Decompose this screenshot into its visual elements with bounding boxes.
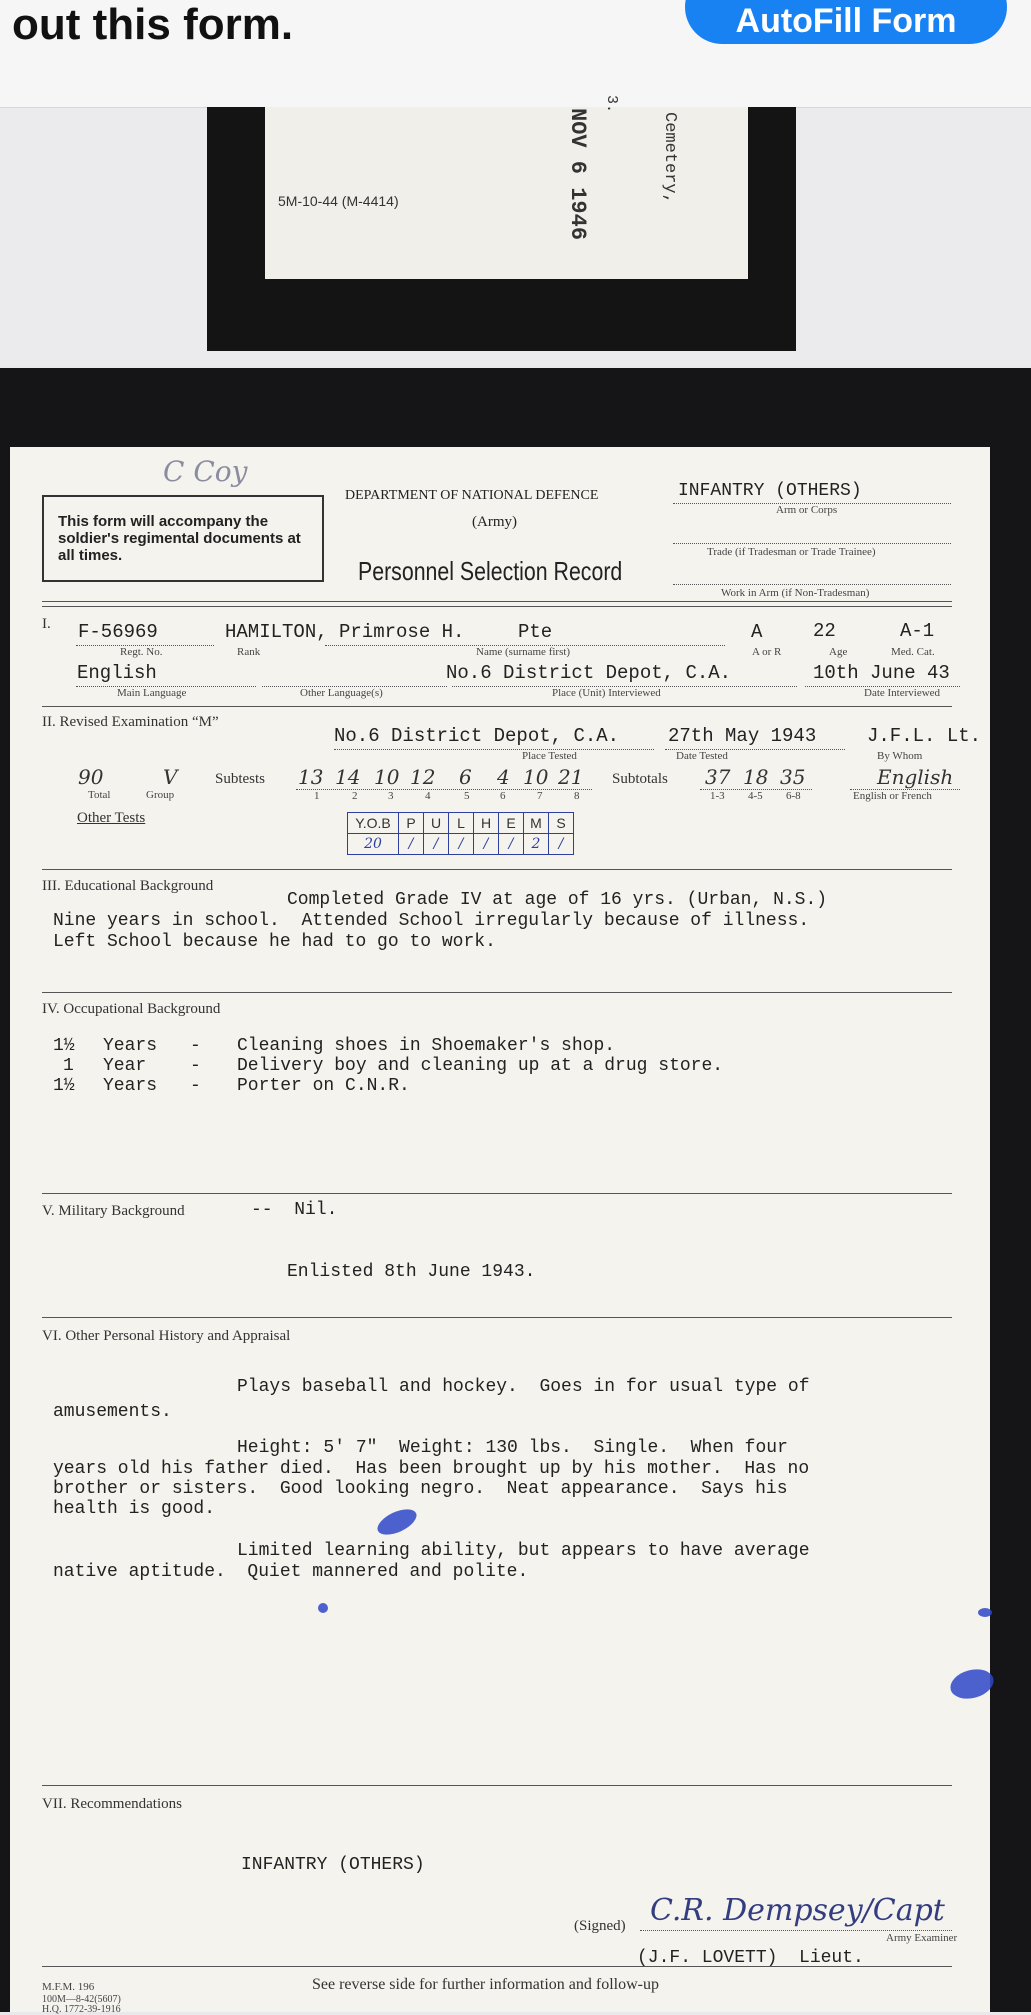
by-whom-label: By Whom (877, 750, 923, 762)
footer-note: See reverse side for further information and follow-up (312, 1976, 659, 1993)
rank-label: Rank (237, 646, 261, 658)
hist-p3a: Limited learning ability, but appears to have average (237, 1541, 810, 1561)
grid-header-e: E (499, 813, 524, 834)
place-label: Place (Unit) Interviewed (552, 687, 661, 699)
card-partial: 3. (603, 95, 620, 114)
subtest-number-5: 5 (464, 790, 470, 802)
occ-desc-1: Cleaning shoes in Shoemaker's shop. (237, 1036, 616, 1056)
subtotal-range-2: 4-5 (748, 790, 763, 802)
subtotal-3: 35 (780, 765, 806, 789)
subtest-3: 10 (374, 765, 400, 789)
age-label: Age (829, 646, 848, 658)
grid-value-s: / (549, 834, 574, 855)
arm-label: Arm or Corps (776, 504, 838, 516)
subtest-2: 14 (335, 765, 361, 789)
grid-value-p: / (399, 834, 424, 855)
other-tests-label: Other Tests (77, 810, 146, 826)
enlisted: Enlisted 8th June 1943. (287, 1262, 536, 1282)
place-tested-label: Place Tested (522, 750, 577, 762)
other-tests-grid (347, 812, 574, 855)
grid-value-e: / (499, 834, 524, 855)
total: 90 (78, 765, 104, 789)
edu-line-1: Completed Grade IV at age of 16 yrs. (Urban, N.S.) (287, 890, 828, 910)
grid-header-h: H (474, 813, 499, 834)
exam-language: English (877, 765, 954, 789)
work-label: Work in Arm (if Non-Tradesman) (721, 587, 870, 599)
grid-header-s: S (549, 813, 574, 834)
occ-dur-2: 1 (63, 1056, 74, 1076)
date-interviewed: 10th June 43 (813, 662, 950, 684)
subtest-5: 6 (459, 765, 472, 789)
s6-heading: VI. Other Personal History and Appraisal (42, 1328, 291, 1344)
occ-unit-1: Years (103, 1036, 158, 1056)
place-tested: No.6 District Depot, C.A. (334, 725, 620, 747)
regt-no-label: Regt. No. (120, 646, 163, 658)
occ-desc-3: Porter on C.N.R. (237, 1076, 410, 1096)
occ-dash-3: - (190, 1076, 201, 1096)
by-whom: J.F.L. Lt. (867, 725, 982, 747)
military-value: -- Nil. (251, 1200, 338, 1220)
group: V (163, 765, 178, 789)
s2-heading: II. Revised Examination “M” (42, 714, 219, 730)
signed-label: (Signed) (574, 1918, 626, 1934)
occ-dur-1: 1½ (53, 1036, 75, 1056)
s1-number: I. (42, 616, 51, 632)
s3-heading: III. Educational Background (42, 878, 214, 894)
main-language: English (77, 662, 157, 684)
subtest-number-1: 1 (314, 790, 320, 802)
subtotal-range-1: 1-3 (710, 790, 725, 802)
header-text: out this form. (12, 0, 294, 49)
subtest-number-3: 3 (388, 790, 394, 802)
subtest-number-4: 4 (425, 790, 431, 802)
hist-p3b: native aptitude. Quiet mannered and polite. (53, 1562, 529, 1582)
s4-heading: IV. Occupational Background (42, 1001, 221, 1017)
top-bar (0, 0, 1031, 108)
other-language-label: Other Language(s) (300, 687, 383, 699)
department: DEPARTMENT OF NATIONAL DEFENCE (345, 488, 599, 503)
footer-code-2: 100M—8-42(5607) (42, 1994, 121, 2005)
hist-p2a: Height: 5' 7" Weight: 130 lbs. Single. When four (237, 1438, 788, 1458)
occ-dur-3: 1½ (53, 1076, 75, 1096)
regt-no: F-56969 (78, 621, 158, 643)
grid-value-l: / (449, 834, 474, 855)
subtotal-1: 37 (705, 765, 731, 789)
card-code: 5M-10-44 (M-4414) (278, 193, 399, 209)
date-label: Date Interviewed (864, 687, 941, 699)
subtest-1: 13 (298, 765, 324, 789)
a-or-r-label: A or R (752, 646, 782, 658)
grid-value-yob: 20 (348, 834, 399, 855)
s7-heading: VII. Recommendations (42, 1796, 182, 1812)
hist-p1b: amusements. (53, 1402, 172, 1422)
date-tested: 27th May 1943 (668, 725, 817, 747)
name: HAMILTON, Primrose H. (225, 621, 465, 643)
a-or-r: A (751, 621, 763, 643)
form-title: Personnel Selection Record (358, 556, 623, 586)
hist-p2d: health is good. (53, 1499, 216, 1519)
footer-code-3: H.Q. 1772-39-1916 (42, 2004, 121, 2015)
subtotal-range-3: 6-8 (786, 790, 801, 802)
occ-dash-1: - (190, 1036, 201, 1056)
occ-desc-2: Delivery boy and cleaning up at a drug store. (237, 1056, 724, 1076)
hist-p2b: years old his father died. Has been brought up by his mother. Has no (53, 1459, 810, 1479)
subtest-number-7: 7 (537, 790, 543, 802)
subtest-number-8: 8 (574, 790, 580, 802)
trade-label: Trade (if Tradesman or Trade Trainee) (707, 546, 876, 558)
hist-p2c: brother or sisters. Good looking negro. Neat appearance. Says his (53, 1479, 788, 1499)
grid-header-p: P (399, 813, 424, 834)
s5-heading: V. Military Background (42, 1203, 185, 1219)
subtotals-label: Subtotals (612, 771, 668, 787)
grid-value-h: / (474, 834, 499, 855)
company-note: C Coy (163, 455, 248, 488)
examiner: (J.F. LOVETT) Lieut. (637, 1948, 864, 1968)
grid-header-yob: Y.O.B (348, 813, 399, 834)
grid-value-m: 2 (524, 834, 549, 855)
med-cat: A-1 (900, 620, 935, 642)
card-word: Cemetery, (660, 112, 679, 204)
occ-dash-2: - (190, 1056, 201, 1076)
subtest-7: 10 (523, 765, 549, 789)
subtests-label: Subtests (215, 771, 266, 787)
card-date-stamp: NOV 6 1946 (565, 108, 590, 241)
subtest-number-2: 2 (352, 790, 358, 802)
subtest-6: 4 (497, 765, 510, 789)
grid-header-m: M (524, 813, 549, 834)
signature: C.R. Dempsey/Capt (650, 1893, 945, 1928)
arm-value: INFANTRY (OTHERS) (678, 481, 862, 501)
recommendation: INFANTRY (OTHERS) (241, 1855, 425, 1875)
age: 22 (813, 620, 836, 642)
grid-value-u: / (424, 834, 449, 855)
subtest-4: 12 (410, 765, 436, 789)
footer-code: M.F.M. 196 (42, 1981, 95, 1993)
army: (Army) (472, 514, 517, 530)
exam-language-label: English or French (853, 790, 932, 802)
med-cat-label: Med. Cat. (891, 646, 935, 658)
examiner-label: Army Examiner (886, 1932, 958, 1944)
group-label: Group (146, 789, 175, 801)
ink-spot (318, 1603, 328, 1613)
autofill-form-button[interactable]: AutoFill Form (685, 0, 1007, 44)
place-interviewed: No.6 District Depot, C.A. (446, 662, 732, 684)
date-tested-label: Date Tested (676, 750, 728, 762)
notice-text: This form will accompany the soldier's regimental documents at all times. (58, 513, 301, 564)
name-label: Name (surname first) (476, 646, 571, 658)
grid-header-u: U (424, 813, 449, 834)
main-language-label: Main Language (117, 687, 187, 699)
edu-line-2: Nine years in school. Attended School irregularly because of illness. (53, 911, 810, 931)
rank: Pte (518, 621, 553, 643)
subtest-8: 21 (558, 765, 584, 789)
hist-p1a: Plays baseball and hockey. Goes in for usual type of (237, 1377, 810, 1397)
notice-box (42, 495, 324, 582)
edu-line-3: Left School because he had to go to work. (53, 932, 496, 952)
subtest-number-6: 6 (500, 790, 506, 802)
occ-unit-3: Years (103, 1076, 158, 1096)
grid-header-l: L (449, 813, 474, 834)
total-label: Total (88, 789, 111, 801)
occ-unit-2: Year (103, 1056, 147, 1076)
ink-spot-edge (978, 1608, 992, 1617)
subtotal-2: 18 (743, 765, 769, 789)
